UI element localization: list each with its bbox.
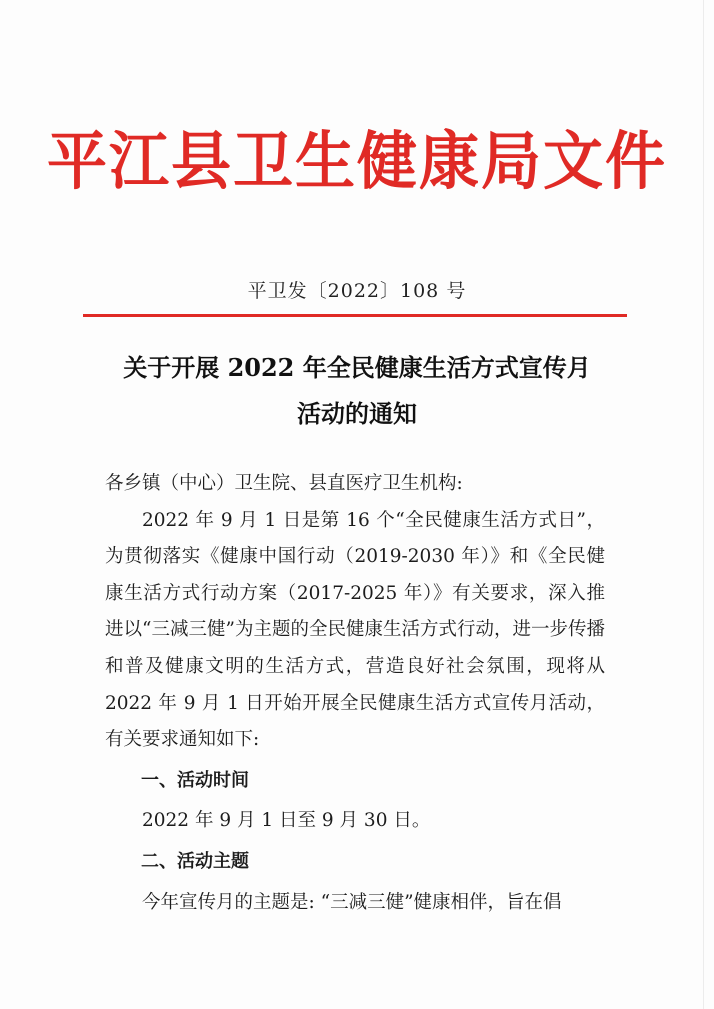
issuer-heading: 平江县卫生健康局文件 [47, 125, 667, 199]
section-text-theme: 今年宣传月的主题是: “三减三健”健康相伴，旨在倡 [142, 891, 562, 913]
notice-title-line-2: 活动的通知 [297, 399, 417, 428]
document-number: 平卫发〔2022〕108 号 [247, 280, 467, 302]
section-heading-time: 一、活动时间 [141, 769, 249, 791]
notice-title-line-1: 关于开展 2022 年全民健康生活方式宣传月 [123, 353, 591, 382]
intro-paragraph: 2022 年 9 月 1 日是第 16 个“全民健康生活方式日”，为贯彻落实《健康中国行动（2019-2030 年）》和《全民健康生活方式行动方案（2017-2025 年）》有关要求，深入推进以“三减三健”为主题的全民健康生活方式行动，进一步传播和普及健康文明的生活方式，营造良好社会氛围，现将从 2022 年 9 月 1 日开始开展全民健康生活方式宣传月活动，有关要求通知如下: [105, 509, 605, 751]
notice-body [105, 466, 605, 921]
section-text-time: 2022 年 9 月 1 日至 9 月 30 日。 [142, 810, 431, 832]
addressee: 各乡镇（中心）卫生院、县直医疗卫生机构: [105, 473, 463, 494]
notice-title [90, 345, 624, 437]
section-heading-theme: 二、活动主题 [141, 850, 249, 872]
red-divider-line [83, 314, 627, 317]
